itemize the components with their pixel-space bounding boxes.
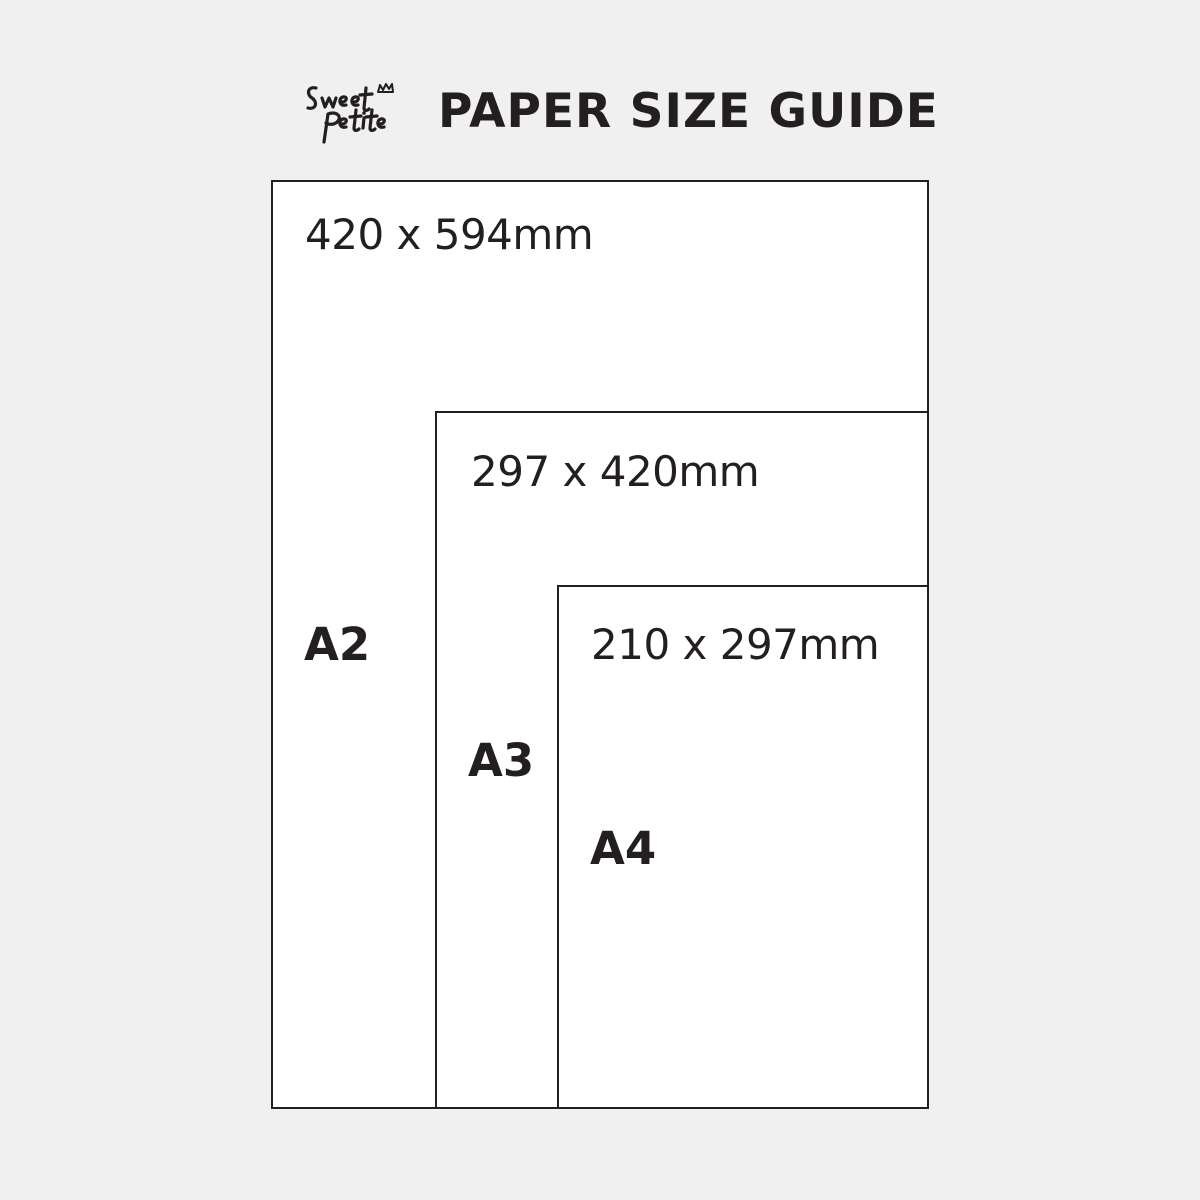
sheet-a4-label: A4 [590, 822, 657, 875]
brand-logo [302, 78, 398, 150]
sheet-a2-label: A2 [304, 618, 371, 671]
sheet-a4 [557, 585, 929, 1109]
sheet-a3-dimensions: 297 x 420mm [471, 447, 760, 496]
sheet-a3-label: A3 [468, 734, 535, 787]
sheet-a2-dimensions: 420 x 594mm [305, 210, 594, 259]
header [0, 0, 1200, 170]
page-title: PAPER SIZE GUIDE [438, 84, 939, 139]
sheet-a4-dimensions: 210 x 297mm [591, 620, 880, 669]
sweet-petite-logo-icon [302, 78, 398, 150]
